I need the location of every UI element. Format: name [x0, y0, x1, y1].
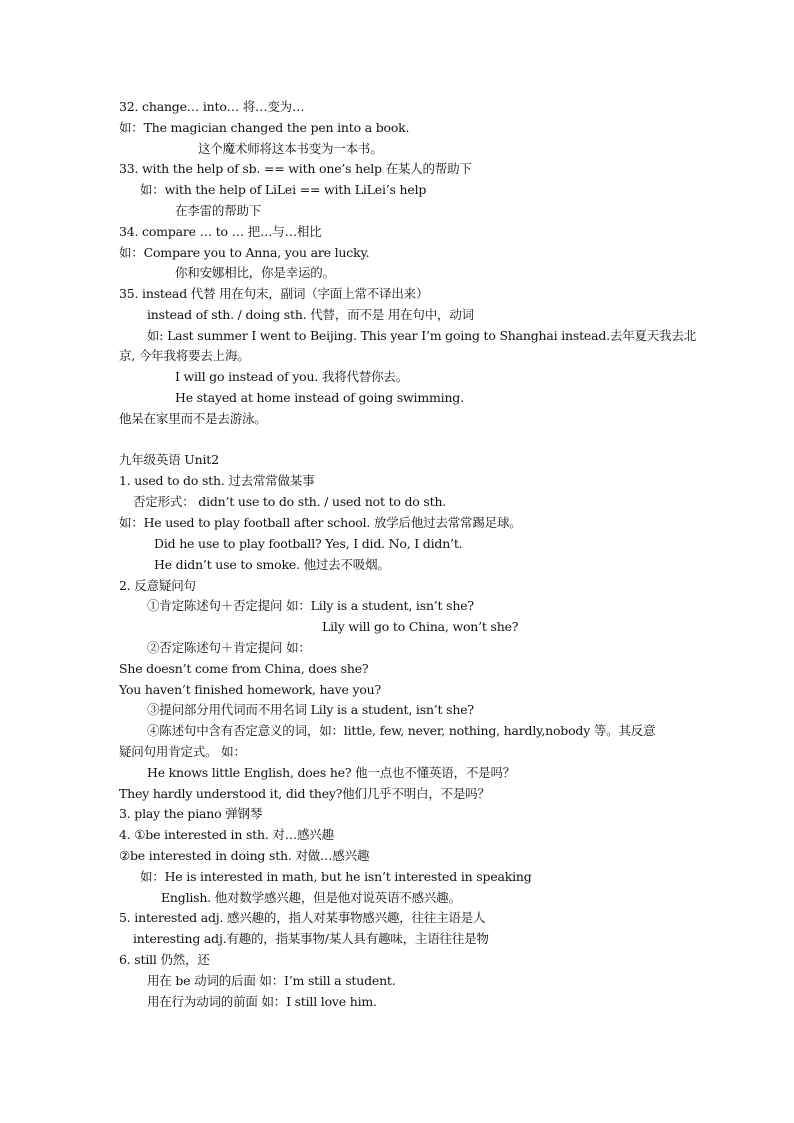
item-35-example-2: I will go instead of you. 我将代替你去。	[175, 369, 409, 384]
unit2-item-1-negative: 否定形式： didn’t use to do sth. / used not to do sth.	[133, 494, 447, 509]
unit2-item-2-rule-2: ②否定陈述句＋肯定提问 如：	[147, 640, 311, 655]
item-32-heading: 32. change… into… 将…变为…	[119, 99, 305, 114]
unit2-item-1-example-3: He didn’t use to smoke. 他过去不吸烟。	[154, 557, 390, 572]
item-34-example: 如：Compare you to Anna, you are lucky.	[119, 245, 370, 260]
item-33-heading: 33. with the help of sb. == with one’s help 在某人的帮助下	[119, 161, 472, 176]
unit2-item-4-example-cont: English. 他对数学感兴趣，但是他对说英语不感兴趣。	[161, 890, 461, 905]
item-33-translation: 在李雷的帮助下	[175, 203, 262, 218]
unit2-item-2-rule-2-ex-2: You haven’t finished homework, have you?	[119, 682, 382, 697]
unit2-item-3-heading: 3. play the piano 弹钢琴	[119, 806, 263, 821]
unit2-item-2-rule-4-ex-2: They hardly understood it, did they?他们几乎不明白，不是吗？	[119, 786, 490, 801]
unit2-item-1-example-1: 如：He used to play football after school. 放学后他过去常常踢足球。	[119, 515, 522, 530]
item-34-heading: 34. compare … to … 把…与…相比	[119, 224, 322, 239]
unit2-item-5-interested: 5. interested adj. 感兴趣的，指人对某事物感兴趣，往往主语是人	[119, 910, 486, 925]
unit2-item-2-rule-1-ex: Lily will go to China, won’t she?	[322, 619, 519, 634]
section-title-unit2: 九年级英语 Unit2	[119, 452, 219, 467]
unit2-item-4-example: 如：He is interested in math, but he isn’t interested in speaking	[140, 869, 532, 884]
unit2-item-2-rule-4-cont: 疑问句用肯定式。 如：	[119, 744, 246, 759]
unit2-item-1-example-2: Did he use to play football? Yes, I did. No, I didn’t.	[154, 536, 463, 551]
item-35-example-1-cont: 京, 今年我将要去上海。	[119, 348, 250, 363]
item-32-example: 如：The magician changed the pen into a book.	[119, 120, 410, 135]
unit2-item-2-rule-4-ex-1: He knows little English, does he? 他一点也不懂英语，不是吗？	[147, 765, 516, 780]
unit2-item-5-interesting: interesting adj.有趣的，指某事物/某人具有趣味，主语往往是物	[133, 931, 489, 946]
item-35-instead-of: instead of sth. / doing sth. 代替，而不是 用在句中，动词	[147, 307, 474, 322]
unit2-item-2-rule-2-ex-1: She doesn’t come from China, does she?	[119, 661, 369, 676]
item-35-example-1: 如: Last summer I went to Beijing. This year I’m going to Shanghai instead.去年夏天我去北	[147, 328, 697, 343]
unit2-item-2-rule-4: ④陈述句中含有否定意义的词，如：little, few, never, nothing, hardly,nobody 等。其反意	[147, 723, 656, 738]
item-33-example: 如：with the help of LiLei == with LiLei’s help	[140, 182, 427, 197]
item-35-heading: 35. instead 代替 用在句末，副词（字面上常不译出来）	[119, 286, 429, 301]
item-35-example-3-trans: 他呆在家里而不是去游泳。	[119, 411, 267, 426]
unit2-item-6-heading: 6. still 仍然，还	[119, 952, 210, 967]
unit2-item-4-sub-2: ②be interested in doing sth. 对做…感兴趣	[119, 848, 370, 863]
unit2-item-4-heading: 4. ①be interested in sth. 对…感兴趣	[119, 827, 334, 842]
unit2-item-2-rule-3: ③提问部分用代词而不用名词 Lily is a student, isn’t she?	[147, 702, 474, 717]
item-34-translation: 你和安娜相比，你是幸运的。	[175, 265, 335, 280]
unit2-item-2-heading: 2. 反意疑问句	[119, 578, 196, 593]
item-35-example-3: He stayed at home instead of going swimming.	[175, 390, 464, 405]
unit2-item-6-usage-2: 用在行为动词的前面 如：I still love him.	[147, 994, 377, 1009]
unit2-item-2-rule-1: ①肯定陈述句＋否定提问 如：Lily is a student, isn’t she?	[147, 598, 474, 613]
unit2-item-6-usage-1: 用在 be 动词的后面 如：I’m still a student.	[147, 973, 396, 988]
item-32-translation: 这个魔术师将这本书变为一本书。	[198, 141, 383, 156]
unit2-item-1-heading: 1. used to do sth. 过去常常做某事	[119, 473, 315, 488]
